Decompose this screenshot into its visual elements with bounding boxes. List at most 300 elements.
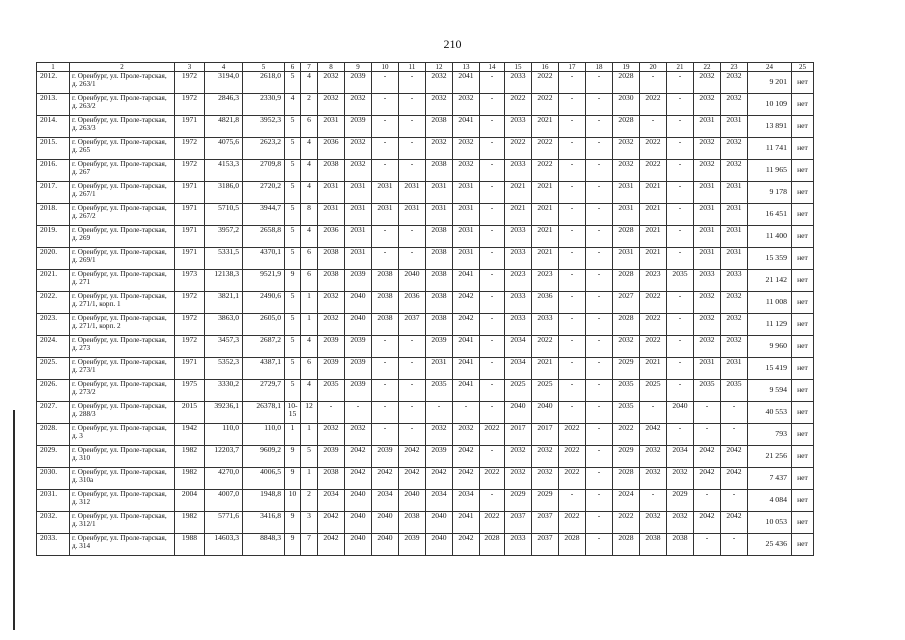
table-cell: 2028 xyxy=(613,468,640,490)
table-cell: 2032 xyxy=(505,446,532,468)
table-cell: 2021 xyxy=(640,358,667,380)
table-cell: г. Оренбург, ул. Проле-тарская, д. 263/3 xyxy=(70,116,175,138)
table-cell: 2032 xyxy=(613,138,640,160)
table-cell: 2019. xyxy=(37,226,70,248)
table-cell: - xyxy=(586,270,613,292)
table-cell: 2013. xyxy=(37,94,70,116)
table-cell: 2042 xyxy=(399,446,426,468)
table-cell: 2039 xyxy=(372,446,399,468)
table-cell: 5 xyxy=(285,336,301,358)
table-cell: 2034 xyxy=(667,446,694,468)
table-row xyxy=(37,204,814,226)
table-cell: 2016. xyxy=(37,160,70,182)
table-cell: 2031 xyxy=(426,358,453,380)
table-cell: 2031 xyxy=(399,204,426,226)
table-cell: - xyxy=(345,402,372,424)
table-cell: - xyxy=(559,226,586,248)
table-cell: 2027. xyxy=(37,402,70,424)
table-cell: 2038 xyxy=(318,160,345,182)
table-cell: 2039 xyxy=(318,446,345,468)
table-cell: - xyxy=(399,72,426,94)
table-cell: 2042 xyxy=(694,468,721,490)
table-row xyxy=(37,336,814,358)
table-cell: 4 084 xyxy=(748,490,792,512)
table-cell: 2330,9 xyxy=(243,94,285,116)
table-cell: 1971 xyxy=(175,248,205,270)
table-cell: 2041 xyxy=(453,380,480,402)
table-cell: - xyxy=(667,314,694,336)
table-cell: - xyxy=(318,402,345,424)
table-cell: 2030. xyxy=(37,468,70,490)
table-cell: - xyxy=(667,358,694,380)
table-cell: - xyxy=(480,138,505,160)
table-cell: 2032 xyxy=(426,72,453,94)
table-cell: - xyxy=(399,226,426,248)
table-cell: 2042 xyxy=(721,512,748,534)
column-header: 6 xyxy=(285,63,301,72)
table-cell: 1 xyxy=(301,314,318,336)
table-cell: 2022 xyxy=(640,292,667,314)
table-cell: 2039 xyxy=(345,116,372,138)
column-header: 1 xyxy=(37,63,70,72)
table-cell: 2846,3 xyxy=(205,94,243,116)
table-cell: 2032 xyxy=(694,336,721,358)
table-cell: 2032 xyxy=(453,160,480,182)
table-cell: 2023. xyxy=(37,314,70,336)
table-cell: 4006,5 xyxy=(243,468,285,490)
table-cell: 2028 xyxy=(613,534,640,556)
table-cell: - xyxy=(586,182,613,204)
table-cell: 15 419 xyxy=(748,358,792,380)
table-cell: 2029 xyxy=(532,490,559,512)
table-cell: 4 xyxy=(301,160,318,182)
table-cell: 2 xyxy=(301,490,318,512)
table-cell: нет xyxy=(792,358,814,380)
column-header: 24 xyxy=(748,63,792,72)
table-cell: 2032 xyxy=(721,292,748,314)
table-cell: 2032 xyxy=(640,468,667,490)
table-cell: - xyxy=(667,138,694,160)
table-cell: 2032 xyxy=(505,468,532,490)
table-cell: 2031 xyxy=(453,248,480,270)
table-cell: - xyxy=(559,314,586,336)
column-header: 12 xyxy=(426,63,453,72)
table-cell: - xyxy=(559,336,586,358)
table-cell: 110,0 xyxy=(243,424,285,446)
table-cell: 2035 xyxy=(613,380,640,402)
table-row xyxy=(37,468,814,490)
table-row xyxy=(37,270,814,292)
table-cell: 2036 xyxy=(532,292,559,314)
table-cell: 2032 xyxy=(721,72,748,94)
table-cell: 2022 xyxy=(640,138,667,160)
table-cell: - xyxy=(586,534,613,556)
table-cell: - xyxy=(372,138,399,160)
table-cell: 2027 xyxy=(613,292,640,314)
table-cell: - xyxy=(480,160,505,182)
table-cell: 2022 xyxy=(532,138,559,160)
table-cell: - xyxy=(586,226,613,248)
table-cell: 7 xyxy=(301,534,318,556)
table-cell: 1972 xyxy=(175,314,205,336)
table-cell: 2041 xyxy=(453,270,480,292)
table-row xyxy=(37,292,814,314)
table-cell: 2029 xyxy=(613,446,640,468)
table-cell: - xyxy=(586,468,613,490)
table-cell: 2032 xyxy=(345,94,372,116)
table-cell: - xyxy=(480,490,505,512)
table-cell: - xyxy=(640,490,667,512)
table-cell: 2038 xyxy=(372,292,399,314)
table-cell: - xyxy=(480,248,505,270)
table-cell: 2037 xyxy=(532,512,559,534)
table-cell: 2028 xyxy=(613,116,640,138)
table-cell: 1972 xyxy=(175,160,205,182)
table-cell: 2035 xyxy=(426,380,453,402)
table-cell: - xyxy=(399,380,426,402)
table-cell: - xyxy=(640,72,667,94)
table-cell: 2729,7 xyxy=(243,380,285,402)
table-cell: 2040 xyxy=(372,512,399,534)
table-cell: - xyxy=(559,380,586,402)
table-cell: 1 xyxy=(301,468,318,490)
table-cell: 2042 xyxy=(640,424,667,446)
table-cell: - xyxy=(399,336,426,358)
table-cell: 2042 xyxy=(372,468,399,490)
table-cell: - xyxy=(721,424,748,446)
table-cell: 9 xyxy=(285,512,301,534)
table-cell: 2042 xyxy=(345,468,372,490)
table-cell: 9609,2 xyxy=(243,446,285,468)
table-cell: - xyxy=(480,402,505,424)
table-cell: г. Оренбург, ул. Проле-тарская, д. 265 xyxy=(70,138,175,160)
table-cell: 2034 xyxy=(318,490,345,512)
table-cell: 2021 xyxy=(532,226,559,248)
table-cell: 1971 xyxy=(175,116,205,138)
table-cell: 2040 xyxy=(505,402,532,424)
table-cell: нет xyxy=(792,380,814,402)
table-cell: г. Оренбург, ул. Проле-тарская, д. 312 xyxy=(70,490,175,512)
table-cell: - xyxy=(559,160,586,182)
table-cell: 2039 xyxy=(426,446,453,468)
table-cell: 5 xyxy=(285,204,301,226)
table-cell: 2040 xyxy=(532,402,559,424)
table-cell: 10 xyxy=(285,490,301,512)
table-cell: 2022 xyxy=(505,138,532,160)
table-cell: - xyxy=(586,358,613,380)
table-cell: - xyxy=(372,424,399,446)
table-cell: 2032 xyxy=(426,94,453,116)
table-cell: - xyxy=(667,204,694,226)
table-cell: 2026. xyxy=(37,380,70,402)
table-cell: 2032 xyxy=(318,314,345,336)
table-cell: - xyxy=(372,358,399,380)
table-cell: - xyxy=(372,72,399,94)
table-cell: 2042 xyxy=(453,446,480,468)
table-cell: 16 451 xyxy=(748,204,792,226)
table-row xyxy=(37,182,814,204)
table-cell: 2032 xyxy=(318,94,345,116)
table-cell: 2021 xyxy=(532,248,559,270)
table-cell: 2028 xyxy=(613,226,640,248)
table-cell: 1973 xyxy=(175,270,205,292)
table-cell: - xyxy=(586,138,613,160)
table-cell: 39236,1 xyxy=(205,402,243,424)
table-cell: 2022 xyxy=(532,72,559,94)
table-cell: 2024 xyxy=(613,490,640,512)
table-row xyxy=(37,380,814,402)
table-cell: - xyxy=(586,512,613,534)
table-cell: 2015 xyxy=(175,402,205,424)
table-cell: - xyxy=(399,248,426,270)
table-cell: 2041 xyxy=(453,116,480,138)
table-cell: 2022 xyxy=(640,160,667,182)
table-cell: 2022 xyxy=(559,446,586,468)
column-header: 4 xyxy=(205,63,243,72)
table-cell: 2033 xyxy=(505,226,532,248)
table-body xyxy=(37,63,814,556)
table-cell: 8848,3 xyxy=(243,534,285,556)
table-cell: 2030 xyxy=(613,94,640,116)
table-cell: 1 xyxy=(301,292,318,314)
table-cell: 2042 xyxy=(318,534,345,556)
table-cell: 2031 xyxy=(721,226,748,248)
table-cell: 2040 xyxy=(372,534,399,556)
table-cell: 6 xyxy=(301,270,318,292)
table-cell: 9 594 xyxy=(748,380,792,402)
table-cell: 2032 xyxy=(345,138,372,160)
table-cell: 2038 xyxy=(372,270,399,292)
table-cell: г. Оренбург, ул. Проле-тарская, д. 314 xyxy=(70,534,175,556)
table-cell: - xyxy=(667,336,694,358)
table-cell: 2015. xyxy=(37,138,70,160)
table-cell: 2033 xyxy=(505,116,532,138)
table-cell: 2021 xyxy=(640,204,667,226)
table-cell: - xyxy=(480,94,505,116)
table-cell: 2034 xyxy=(505,336,532,358)
table-cell: 4370,1 xyxy=(243,248,285,270)
table-cell: 2032 xyxy=(694,94,721,116)
table-cell: нет xyxy=(792,292,814,314)
table-cell: нет xyxy=(792,336,814,358)
table-cell: 2038 xyxy=(372,314,399,336)
table-cell: 11 008 xyxy=(748,292,792,314)
table-cell: 12138,3 xyxy=(205,270,243,292)
table-cell: 1982 xyxy=(175,468,205,490)
table-cell: 2032 xyxy=(453,424,480,446)
table-cell: 2034 xyxy=(372,490,399,512)
column-header: 14 xyxy=(480,63,505,72)
table-cell: 12 xyxy=(301,402,318,424)
table-cell: 2035 xyxy=(667,270,694,292)
table-cell: - xyxy=(667,116,694,138)
table-row xyxy=(37,314,814,336)
table-cell: 2040 xyxy=(345,512,372,534)
table-cell: - xyxy=(372,248,399,270)
column-header: 5 xyxy=(243,63,285,72)
table-cell: 2041 xyxy=(453,336,480,358)
table-cell: 40 553 xyxy=(748,402,792,424)
table-cell: 11 400 xyxy=(748,226,792,248)
table-cell: 1972 xyxy=(175,138,205,160)
table-cell: 2040 xyxy=(345,314,372,336)
table-cell: 2038 xyxy=(426,116,453,138)
table-cell: 4153,3 xyxy=(205,160,243,182)
table-cell: г. Оренбург, ул. Проле-тарская, д. 271/1, корп. 1 xyxy=(70,292,175,314)
table-cell: г. Оренбург, ул. Проле-тарская, д. 273 xyxy=(70,336,175,358)
table-cell: нет xyxy=(792,204,814,226)
table-cell: нет xyxy=(792,116,814,138)
table-cell: 2032 xyxy=(640,512,667,534)
table-cell: 2040 xyxy=(345,292,372,314)
column-header: 15 xyxy=(505,63,532,72)
table-row xyxy=(37,138,814,160)
table-cell: - xyxy=(586,160,613,182)
table-cell: 2031 xyxy=(694,248,721,270)
table-cell: 2031 xyxy=(345,182,372,204)
table-cell: 1971 xyxy=(175,358,205,380)
table-cell: 2035 xyxy=(694,380,721,402)
table-cell: 2022 xyxy=(640,336,667,358)
table-cell: 3821,1 xyxy=(205,292,243,314)
table-cell: 2031 xyxy=(694,226,721,248)
table-cell: 793 xyxy=(748,424,792,446)
table-cell: 2038 xyxy=(318,468,345,490)
table-cell: 2041 xyxy=(453,358,480,380)
table-cell: нет xyxy=(792,490,814,512)
table-cell: 11 965 xyxy=(748,160,792,182)
column-header: 10 xyxy=(372,63,399,72)
table-cell: 2031 xyxy=(613,182,640,204)
table-cell: 26378,1 xyxy=(243,402,285,424)
table-cell: 2022 xyxy=(480,512,505,534)
table-cell: 2021 xyxy=(532,358,559,380)
table-cell: 2036 xyxy=(318,138,345,160)
table-cell: нет xyxy=(792,182,814,204)
table-cell: 2033 xyxy=(721,270,748,292)
table-cell: 2024. xyxy=(37,336,70,358)
table-cell: 9 xyxy=(285,270,301,292)
table-cell: 7 437 xyxy=(748,468,792,490)
table-cell: 2042 xyxy=(694,446,721,468)
table-cell: 2039 xyxy=(318,336,345,358)
table-cell: 2031 xyxy=(721,182,748,204)
table-cell: 1972 xyxy=(175,292,205,314)
table-cell: 9 xyxy=(285,468,301,490)
table-cell: 2034 xyxy=(505,358,532,380)
table-cell: 2021 xyxy=(505,182,532,204)
table-cell: 2032 xyxy=(532,446,559,468)
table-cell: 2022 xyxy=(559,424,586,446)
table-cell: - xyxy=(586,490,613,512)
table-cell: - xyxy=(480,336,505,358)
table-cell: 2028 xyxy=(613,270,640,292)
table-cell: 12203,7 xyxy=(205,446,243,468)
table-cell: 1971 xyxy=(175,204,205,226)
table-cell: 2037 xyxy=(399,314,426,336)
table-cell: 2031 xyxy=(318,204,345,226)
table-cell: 5352,3 xyxy=(205,358,243,380)
table-cell: нет xyxy=(792,270,814,292)
table-cell: 2021 xyxy=(640,248,667,270)
table-cell: 2658,8 xyxy=(243,226,285,248)
table-cell: г. Оренбург, ул. Проле-тарская, д. 310 xyxy=(70,446,175,468)
table-cell: - xyxy=(559,94,586,116)
table-cell: 2004 xyxy=(175,490,205,512)
table-cell: - xyxy=(694,424,721,446)
table-cell: 2028 xyxy=(613,72,640,94)
table-cell: 2028 xyxy=(480,534,505,556)
table-cell: 2032 xyxy=(721,138,748,160)
table-cell: 5 xyxy=(285,226,301,248)
table-cell: 2032 xyxy=(694,138,721,160)
table-cell: 4 xyxy=(301,182,318,204)
table-cell: - xyxy=(399,94,426,116)
table-cell: нет xyxy=(792,424,814,446)
table-cell: 2039 xyxy=(345,72,372,94)
table-cell: 3 xyxy=(301,512,318,534)
table-cell: - xyxy=(480,314,505,336)
table-cell: 2031 xyxy=(426,182,453,204)
table-cell: 4 xyxy=(301,226,318,248)
table-cell: - xyxy=(586,380,613,402)
table-cell: 2038 xyxy=(640,534,667,556)
table-cell: 2038 xyxy=(318,270,345,292)
table-cell: г. Оренбург, ул. Проле-тарская, д. 288/3 xyxy=(70,402,175,424)
table-cell: - xyxy=(372,160,399,182)
table-cell: 15 359 xyxy=(748,248,792,270)
table-cell: 2042 xyxy=(694,512,721,534)
table-cell: г. Оренбург, ул. Проле-тарская, д. 3 xyxy=(70,424,175,446)
table-cell: нет xyxy=(792,314,814,336)
table-cell: - xyxy=(667,94,694,116)
table-cell: - xyxy=(586,248,613,270)
table-cell: 2038 xyxy=(426,226,453,248)
table-cell: 2040 xyxy=(667,402,694,424)
table-cell: 2021 xyxy=(532,116,559,138)
table-cell: 5 xyxy=(285,314,301,336)
column-header: 19 xyxy=(613,63,640,72)
table-cell: 2033 xyxy=(505,292,532,314)
table-cell: 2036 xyxy=(318,226,345,248)
table-cell: - xyxy=(667,248,694,270)
table-cell: 5 xyxy=(285,358,301,380)
table-cell: 2032 xyxy=(640,446,667,468)
table-cell: 2022 xyxy=(640,314,667,336)
table-cell: - xyxy=(426,402,453,424)
column-header: 17 xyxy=(559,63,586,72)
table-cell: 2033. xyxy=(37,534,70,556)
table-cell: 1972 xyxy=(175,336,205,358)
table-cell: 9 201 xyxy=(748,72,792,94)
table-cell: 2031 xyxy=(345,226,372,248)
table-cell: 2720,2 xyxy=(243,182,285,204)
table-cell: 2025 xyxy=(505,380,532,402)
table-cell: - xyxy=(480,204,505,226)
table-cell: 4387,1 xyxy=(243,358,285,380)
table-cell: 2032 xyxy=(721,314,748,336)
table-cell: 2025 xyxy=(640,380,667,402)
table-cell: 2023 xyxy=(532,270,559,292)
table-cell: - xyxy=(667,160,694,182)
table-cell: - xyxy=(559,270,586,292)
table-cell: 9 178 xyxy=(748,182,792,204)
column-header: 11 xyxy=(399,63,426,72)
table-cell: 10 109 xyxy=(748,94,792,116)
table-cell: - xyxy=(667,292,694,314)
table-cell: 2605,0 xyxy=(243,314,285,336)
table-cell: - xyxy=(586,336,613,358)
